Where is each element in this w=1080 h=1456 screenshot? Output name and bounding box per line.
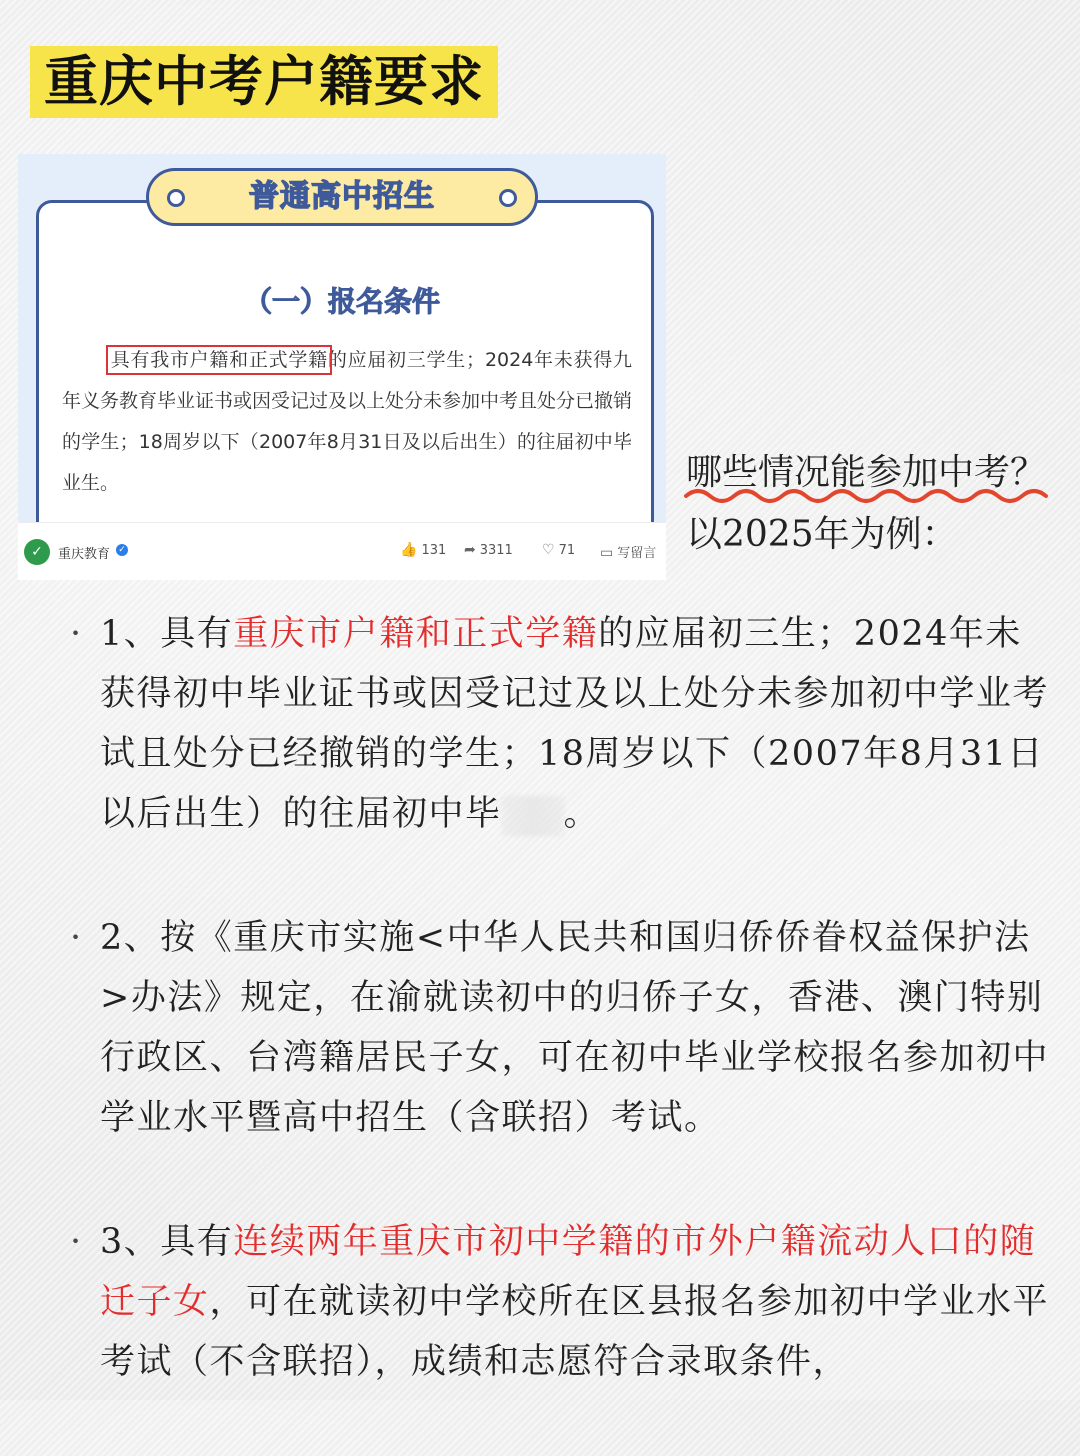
wavy-underline — [684, 484, 1056, 506]
requirements-list — [70, 604, 1050, 1456]
verified-badge-icon: ✓ — [116, 544, 128, 556]
list-item: · 2、按《重庆市实施<中华人民共和国归侨侨眷权益保护法>办法》规定，在渝就读初中的归侨子女，香港、澳门特别行政区、台湾籍居民子女，可在初中毕业学校报名参加初中学业水平暨高中招生（含联招）考试。 — [70, 908, 1050, 1148]
list-item: · 3、具有连续两年重庆市初中学籍的市外户籍流动人口的随迁子女，可在就读初中学校所在区县报名参加初中学业水平考试（不含联招），成绩和志愿符合录取条件， — [70, 1212, 1050, 1392]
bullet-dot: · — [70, 918, 83, 958]
heart-icon: ♡ — [542, 542, 555, 558]
highlight-text: 连续两年重庆市初中学籍的市外户籍流动人口的随迁子女 — [100, 1222, 1037, 1322]
like-button[interactable]: 👍 131 — [400, 542, 447, 558]
screenshot-paragraph — [62, 340, 632, 504]
comment-button[interactable]: ▭ 写留言 — [600, 545, 657, 561]
list-item: · 1、具有重庆市户籍和正式学籍的应届初三生；2024年未获得初中毕业证书或因受记过及以上处分未参加初中学业考试且处分已经撤销的学生；18周岁以下（2007年8月31日以后出生）的往届初中毕 。 — [70, 604, 1050, 844]
highlighted-phrase: 具有我市户籍和正式学籍 — [110, 349, 328, 371]
question-heading: 哪些情况能参加中考？ — [686, 452, 1047, 493]
share-button[interactable]: ➦ 3311 — [464, 542, 513, 558]
highlight-text: 重庆市户籍和正式学籍 — [233, 614, 599, 654]
account-logo-icon[interactable]: ✓ — [24, 539, 50, 565]
bullet-dot: · — [70, 1222, 83, 1262]
comment-icon: ▭ — [600, 545, 614, 561]
favorite-button[interactable]: ♡ 71 — [542, 542, 576, 558]
page-title: 重庆中考户籍要求 — [30, 46, 498, 118]
banner-title: 普通高中招生 — [249, 179, 435, 214]
banner-dot-icon — [499, 189, 517, 207]
blurred-text — [502, 796, 564, 836]
account-name[interactable]: 重庆教育 — [58, 547, 111, 562]
paragraph-text: 的应届初三学生；2024年未获得九年义务教育毕业证书或因受记过及以上处分未参加中考且处分已撤销的学生；18周岁以下（2007年8月31日及以后出生）的往届初中毕业生。 — [62, 349, 633, 494]
share-icon: ➦ — [464, 542, 476, 558]
example-note: 以2025年为例： — [686, 514, 958, 555]
screenshot-footer — [18, 522, 666, 580]
article-screenshot — [18, 154, 666, 580]
banner-dot-icon — [167, 189, 185, 207]
bullet-dot: · — [70, 614, 83, 654]
thumbs-up-icon: 👍 — [400, 542, 418, 558]
screenshot-banner — [146, 168, 538, 226]
screenshot-subtitle: （一）报名条件 — [243, 285, 440, 318]
